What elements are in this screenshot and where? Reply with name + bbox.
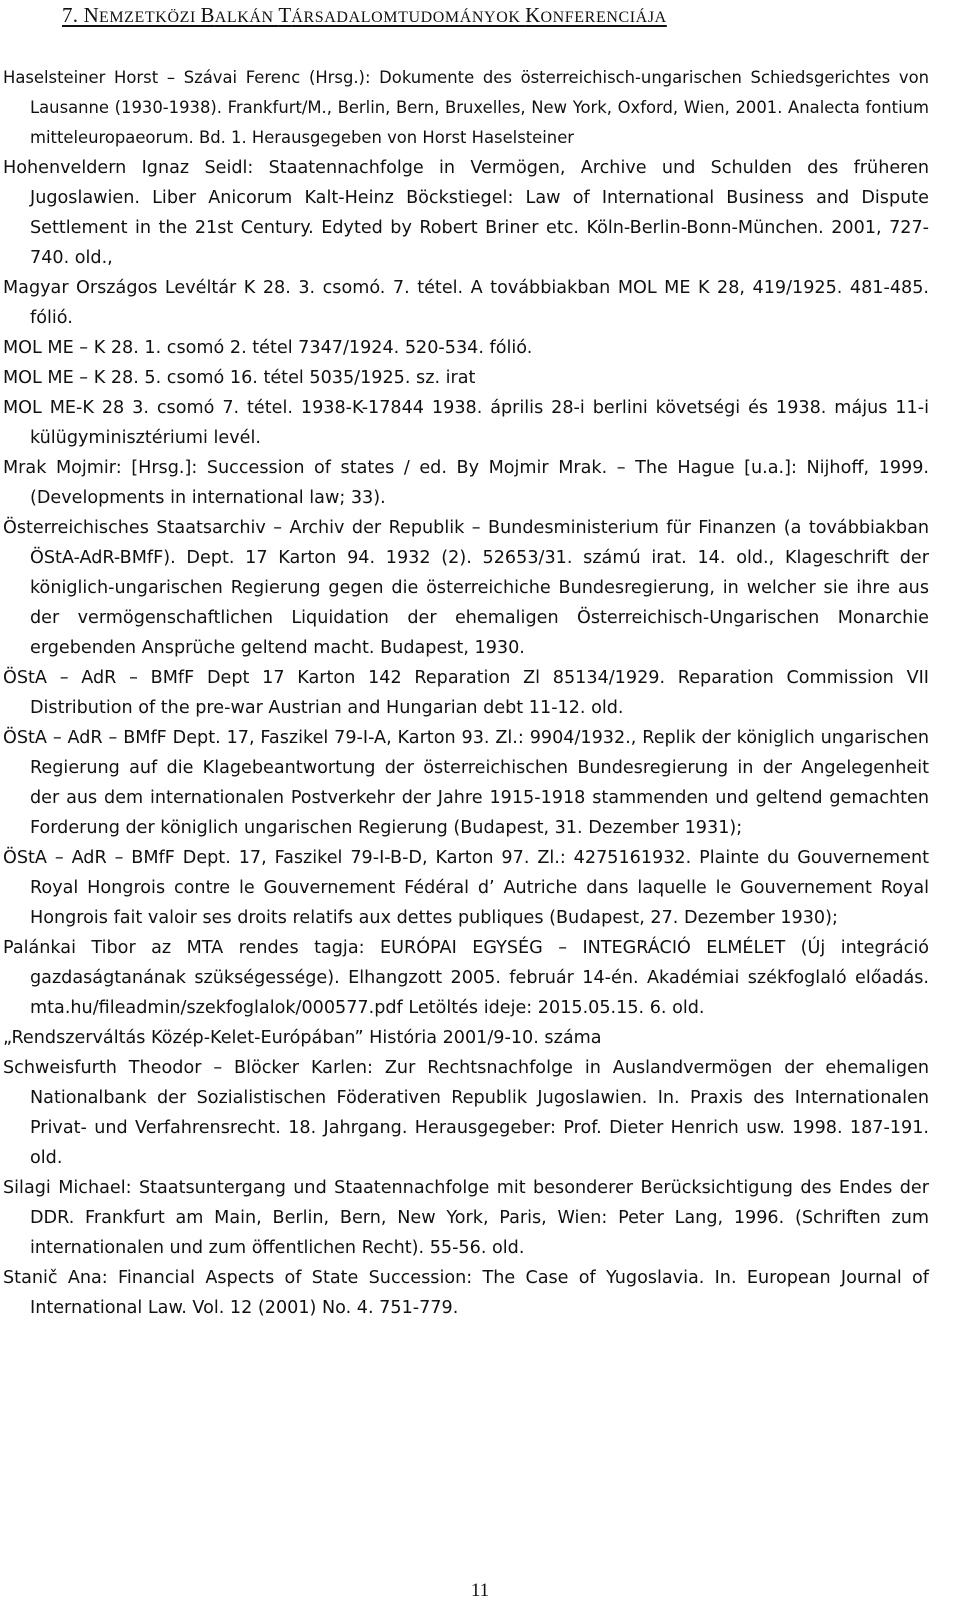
reference-list — [3, 63, 929, 1323]
header-part: ONFERENCIÁJA — [540, 9, 667, 26]
header-part: EMZETKÖZI — [98, 9, 201, 26]
reference-item: Mrak Mojmir: [Hrsg.]: Succession of states / ed. By Mojmir Mrak. – The Hague [u.a.]: Nijhoff, 1999. (Developments in international law; 33). — [3, 458, 929, 508]
page-number: 11 — [470, 1580, 490, 1601]
reference-item: Haselsteiner Horst – Szávai Ferenc (Hrsg.): Dokumente des österreichisch-ungarischen Schiedsgerichtes von Lausanne (1930-1938). Frankfurt/M., Berlin, Bern, Bruxelles, New York, Oxford, Wien, 2001. Analecta fontium mitteleuropaeorum. Bd. 1. Herausgegeben von Horst Haselsteiner — [3, 68, 929, 147]
header-initial: K — [525, 3, 541, 27]
reference-item: Schweisfurth Theodor – Blöcker Karlen: Zur Rechtsnachfolge in Auslandvermögen der ehemaligen Nationalbank der Sozialistischen Föderativen Republik Jugoslawien. In. Praxis des Internationalen Privat- und Verfahrensrecht. 18. Jahrgang. Herausgegeber: Prof. Dieter Henrich usw. 1998. 187-191. old. — [3, 1058, 929, 1168]
running-header — [62, 2, 902, 31]
reference-item: Stanič Ana: Financial Aspects of State Succession: The Case of Yugoslavia. In. European Journal of International Law. Vol. 12 (2001) No. 4. 751-779. — [3, 1268, 929, 1318]
reference-item: ÖStA – AdR – BMfF Dept. 17, Faszikel 79-I-A, Karton 93. Zl.: 9904/1932., Replik der königlich ungarischen Regierung auf die Klagebeantwortung der österreichischen Bundesregierung in der Angelegenheit der aus dem internationalen Postverkehr der Jahre 1915-1918 stammenden und geltend gemachten Forderung der königlich ungarischen Regierung (Budapest, 31. Dezember 1931); — [3, 728, 929, 838]
header-part: ÁRSADALOMTUDOMÁNYOK — [291, 9, 526, 26]
reference-item: Palánkai Tibor az MTA rendes tagja: EURÓPAI EGYSÉG – INTEGRÁCIÓ ELMÉLET (Új integráció gazdaságtanának szükségessége). Elhangzott 2005. február 14-én. Akadémiai székfoglaló előadás. mta.hu/fileadmin/szekfoglalok/000577.pdf Letöltés ideje: 2015.05.15. 6. old. — [3, 938, 929, 1018]
reference-item: ÖStA – AdR – BMfF Dept. 17, Faszikel 79-I-B-D, Karton 97. Zl.: 4275161932. Plainte du Gouvernement Royal Hongrois contre le Gouvernement Fédéral d’ Autriche dans laquelle le Gouvernement Royal Hongrois fait valoir ses droits relatifs aux dettes publiques (Budapest, 27. Dezember 1930); — [3, 848, 929, 928]
reference-item: Silagi Michael: Staatsuntergang und Staatennachfolge mit besonderer Berücksichtigung des Endes der DDR. Frankfurt am Main, Berlin, Bern, New York, Paris, Wien: Peter Lang, 1996. (Schriften zum internationalen und zum öffentlichen Recht). 55-56. old. — [3, 1178, 929, 1258]
reference-item: Magyar Országos Levéltár K 28. 3. csomó. 7. tétel. A továbbiakban MOL ME K 28, 419/1925. 481-485. fólió. — [3, 278, 929, 328]
reference-item: MOL ME-K 28 3. csomó 7. tétel. 1938-K-17844 1938. április 28-i berlini követségi és 1938. május 11-i külügyminisztériumi levél. — [3, 398, 929, 448]
reference-item: Österreichisches Staatsarchiv – Archiv der Republik – Bundesministerium für Finanzen (a továbbiakban ÖStA-AdR-BMfF). Dept. 17 Karton 94. 1932 (2). 52653/31. számú irat. 14. old., Klageschrift der königlich-ungarischen Regierung gegen die österreichiche Bundesregierung, in welcher sie ihre aus der vermögenschaftlichen Liquidation der ehemaligen Österreichisch-Ungarischen Monarchie ergebenden Ansprüche geltend macht. Budapest, 1930. — [3, 518, 929, 658]
reference-item: MOL ME – K 28. 1. csomó 2. tétel 7347/1924. 520-534. fólió. — [3, 338, 533, 358]
reference-item: ÖStA – AdR – BMfF Dept 17 Karton 142 Reparation Zl 85134/1929. Reparation Commission VII Distribution of the pre-war Austrian and Hungarian debt 11-12. old. — [3, 668, 929, 718]
reference-item: MOL ME – K 28. 5. csomó 16. tétel 5035/1925. sz. irat — [3, 368, 476, 388]
header-initial: B — [200, 3, 215, 27]
reference-item: Hohenveldern Ignaz Seidl: Staatennachfolge in Vermögen, Archive und Schulden des früheren Jugoslawien. Liber Anicorum Kalt-Heinz Böckstiegel: Law of International Business and Dispute Settlement in the 21st Century. Edyted by Robert Briner etc. Köln-Berlin-Bonn-München. 2001, 727-740. old., — [3, 158, 929, 268]
reference-item: „Rendszerváltás Közép-Kelet-Európában” História 2001/9-10. száma — [3, 1028, 602, 1048]
header-lead: 7. N — [62, 3, 99, 27]
header-part: ALKÁN — [214, 9, 279, 26]
header-initial: T — [278, 3, 292, 27]
